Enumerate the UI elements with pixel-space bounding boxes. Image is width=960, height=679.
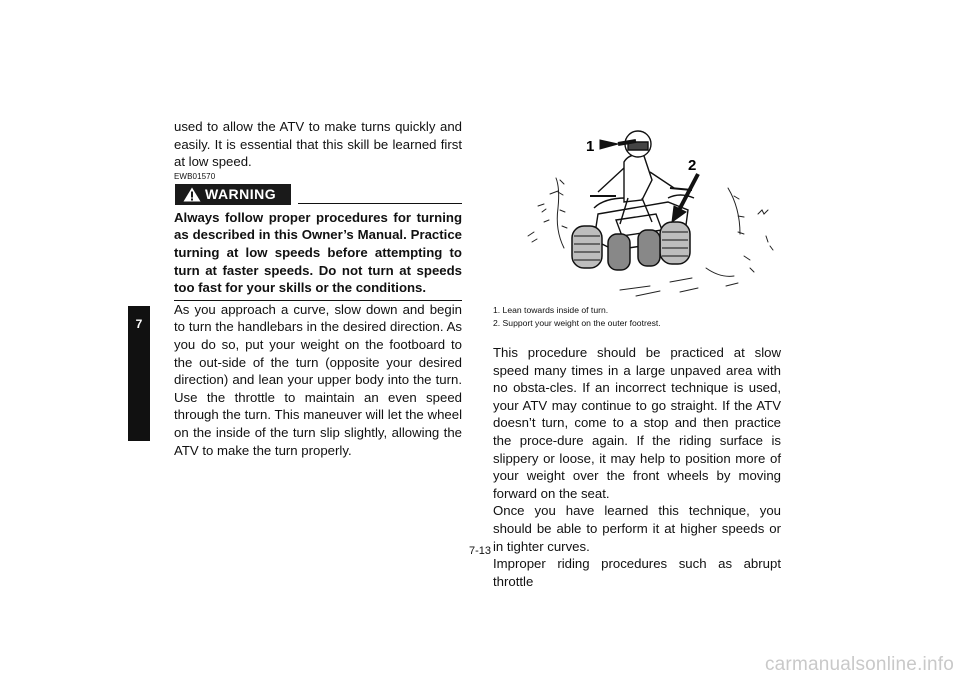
- warning-text: Always follow proper procedures for turning as described in this Owner’s Manual. Practice turning at low speeds before attempting to turn at faster speeds. Do not turn at speeds too fast for your skills or the conditions.: [174, 209, 462, 301]
- atv-turning-illustration: [520, 118, 790, 303]
- practice-paragraph: This procedure should be practiced at slow speed many times in a large unpaved area with no obsta-cles. If an incorrect technique is used, your ATV may continue to go straight. If the ATV doesn’t turn, come to a stop and then practice the proce-dure again. If the riding surface is slippery or loose, it may help to position more of your weight over the front wheels by moving forward on the seat.: [493, 345, 781, 501]
- caption-1: 1. Lean towards inside of turn.: [493, 305, 609, 315]
- watermark: carmanualsonline.info: [764, 654, 954, 675]
- chapter-tab: [128, 306, 150, 441]
- warning-badge: [175, 184, 291, 205]
- figure-captions: [493, 304, 783, 330]
- warning-rule: [298, 203, 462, 204]
- callout-1-label: 1: [586, 138, 595, 155]
- improper-riding-paragraph: Improper riding procedures such as abrupt throttle: [493, 556, 781, 589]
- warning-triangle-icon: [183, 187, 201, 202]
- left-column: [174, 118, 462, 459]
- technique-paragraph: Once you have learned this technique, you should be able to perform it at higher speeds or in tighter curves.: [493, 503, 781, 554]
- chapter-tab-number: 7: [135, 317, 143, 331]
- callout-2-label: 2: [688, 157, 697, 174]
- caption-2: 2. Support your weight on the outer footrest.: [493, 318, 661, 328]
- warning-label: WARNING: [205, 185, 277, 202]
- warning-code: EWB01570: [174, 171, 216, 181]
- page-number: 7-13: [468, 545, 492, 557]
- turning-paragraph: As you approach a curve, slow down and begin to turn the handlebars in the desired direction. As you do so, put your weight on the footboard to the out-side of the turn (opposite your desired direction) and lean your upper body into the turn. Use the throttle to maintain an even speed through the turn. This maneuver will let the wheel on the inside of the turn slip slightly, allowing the ATV to make the turn properly.: [174, 301, 462, 458]
- intro-paragraph: used to allow the ATV to make turns quickly and easily. It is essential that this skill be learned first at low speed.: [174, 119, 462, 170]
- warning-header: [174, 184, 462, 206]
